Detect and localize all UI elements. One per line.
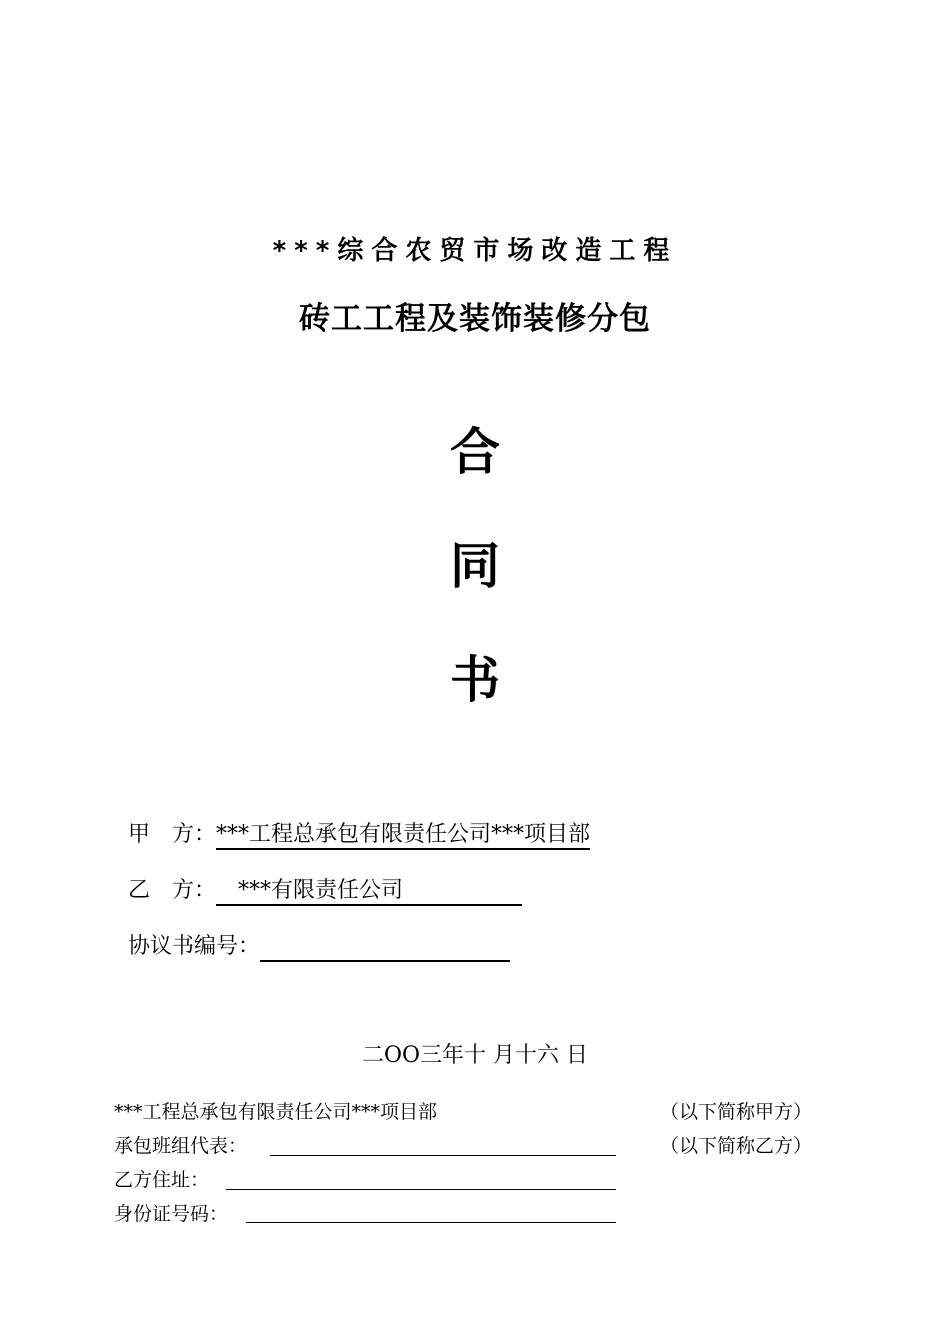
party-b-label: 乙 方： [128,878,217,903]
party-a-row [128,820,590,850]
address-label: 乙方住址： [114,1169,210,1191]
id-number-field [246,1222,616,1223]
party-b-row [128,876,522,906]
title-char-shu: 书 [450,651,500,709]
agreement-number-label: 协议书编号： [128,934,261,959]
representative-label: 承包班组代表： [114,1135,248,1157]
party-a-value: ***工程总承包有限责任公司***项目部 [216,822,590,850]
title-char-he: 合 [450,423,500,481]
agreement-number-field [260,934,510,962]
party-b-value: ***有限责任公司 [216,878,522,906]
representative-field [270,1155,616,1156]
party-a-note: （以下简称甲方） [660,1101,813,1123]
project-title: ***综合农贸市场改造工程 [272,236,678,266]
party-a-full-name: ***工程总承包有限责任公司***项目部 [114,1101,438,1123]
contract-date: 二OO三年十 月十六 日 [361,1043,589,1068]
agreement-number-row [128,932,510,962]
address-field [226,1189,616,1190]
contract-subtitle: 砖工工程及装饰装修分包 [299,301,651,337]
title-char-tong: 同 [450,537,500,595]
party-b-note: （以下简称乙方） [660,1135,813,1157]
id-number-label: 身份证号码： [114,1203,229,1225]
party-a-label: 甲 方： [128,822,217,847]
